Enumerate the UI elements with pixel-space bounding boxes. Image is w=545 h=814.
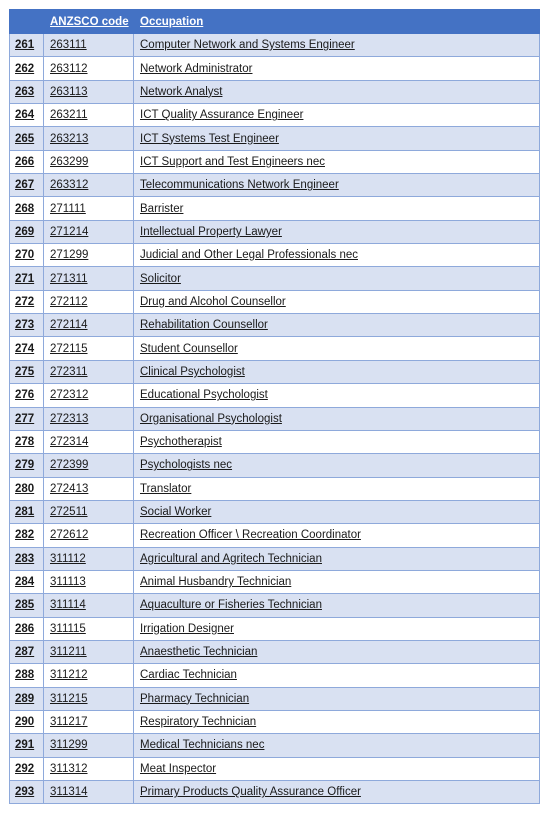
- anzsco-code-link[interactable]: 311217: [44, 710, 134, 733]
- occupation-link[interactable]: Translator: [134, 477, 540, 500]
- row-number-link[interactable]: 276: [10, 384, 44, 407]
- anzsco-code-link[interactable]: 272314: [44, 430, 134, 453]
- anzsco-code-link[interactable]: 272313: [44, 407, 134, 430]
- header-row: [10, 10, 540, 34]
- occupation-link[interactable]: Meat Inspector: [134, 757, 540, 780]
- table-row: [10, 781, 540, 804]
- row-number-link[interactable]: 292: [10, 757, 44, 780]
- row-number-link[interactable]: 265: [10, 127, 44, 150]
- table-row: [10, 314, 540, 337]
- row-number-link[interactable]: 278: [10, 430, 44, 453]
- table-row: [10, 617, 540, 640]
- occupation-link[interactable]: Student Counsellor: [134, 337, 540, 360]
- occupation-link[interactable]: Solicitor: [134, 267, 540, 290]
- table-row: [10, 80, 540, 103]
- table-header: [10, 10, 540, 34]
- row-number-link[interactable]: 275: [10, 360, 44, 383]
- row-number-link[interactable]: 262: [10, 57, 44, 80]
- table-row: [10, 687, 540, 710]
- anzsco-code-link[interactable]: 271214: [44, 220, 134, 243]
- row-number-link[interactable]: 290: [10, 710, 44, 733]
- occupation-link[interactable]: Irrigation Designer: [134, 617, 540, 640]
- table-row: [10, 174, 540, 197]
- occupation-link[interactable]: Network Analyst: [134, 80, 540, 103]
- occupation-link[interactable]: Rehabilitation Counsellor: [134, 314, 540, 337]
- occupation-link[interactable]: Drug and Alcohol Counsellor: [134, 290, 540, 313]
- table-row: [10, 430, 540, 453]
- anzsco-code-link[interactable]: 311113: [44, 570, 134, 593]
- table-row: [10, 34, 540, 57]
- occupation-link[interactable]: Network Administrator: [134, 57, 540, 80]
- occupation-link[interactable]: Animal Husbandry Technician: [134, 570, 540, 593]
- table-row: [10, 104, 540, 127]
- anzsco-code-link[interactable]: 263213: [44, 127, 134, 150]
- anzsco-code-link[interactable]: 263111: [44, 34, 134, 57]
- row-number-link[interactable]: 287: [10, 640, 44, 663]
- occupation-link[interactable]: Respiratory Technician: [134, 710, 540, 733]
- table-row: [10, 360, 540, 383]
- occupation-link[interactable]: Agricultural and Agritech Technician: [134, 547, 540, 570]
- table-row: [10, 407, 540, 430]
- occupation-link[interactable]: Aquaculture or Fisheries Technician: [134, 594, 540, 617]
- anzsco-code-link[interactable]: 263112: [44, 57, 134, 80]
- table-row: [10, 244, 540, 267]
- anzsco-code-link[interactable]: 263211: [44, 104, 134, 127]
- table-row: [10, 127, 540, 150]
- row-number-link[interactable]: 267: [10, 174, 44, 197]
- occupation-link[interactable]: Organisational Psychologist: [134, 407, 540, 430]
- occupation-link[interactable]: Cardiac Technician: [134, 664, 540, 687]
- table-row: [10, 664, 540, 687]
- table-row: [10, 757, 540, 780]
- table-row: [10, 500, 540, 523]
- row-number-link[interactable]: 289: [10, 687, 44, 710]
- table-row: [10, 547, 540, 570]
- row-number-link[interactable]: 286: [10, 617, 44, 640]
- occupation-link[interactable]: Barrister: [134, 197, 540, 220]
- occupation-link[interactable]: Primary Products Quality Assurance Officer: [134, 781, 540, 804]
- anzsco-code-link[interactable]: 272413: [44, 477, 134, 500]
- header-number[interactable]: [10, 10, 44, 34]
- table-row: [10, 454, 540, 477]
- anzsco-code-link[interactable]: 272312: [44, 384, 134, 407]
- row-number-link[interactable]: 274: [10, 337, 44, 360]
- row-number-link[interactable]: 272: [10, 290, 44, 313]
- occupation-link[interactable]: Anaesthetic Technician: [134, 640, 540, 663]
- table-row: [10, 267, 540, 290]
- row-number-link[interactable]: 273: [10, 314, 44, 337]
- row-number-link[interactable]: 285: [10, 594, 44, 617]
- row-number-link[interactable]: 284: [10, 570, 44, 593]
- table-row: [10, 594, 540, 617]
- row-number-link[interactable]: 291: [10, 734, 44, 757]
- anzsco-code-link[interactable]: 311112: [44, 547, 134, 570]
- row-number-link[interactable]: 261: [10, 34, 44, 57]
- anzsco-code-link[interactable]: 311212: [44, 664, 134, 687]
- table-row: [10, 197, 540, 220]
- row-number-link[interactable]: 269: [10, 220, 44, 243]
- row-number-link[interactable]: 283: [10, 547, 44, 570]
- anzsco-code-link[interactable]: 271299: [44, 244, 134, 267]
- header-occupation[interactable]: Occupation: [134, 10, 540, 34]
- row-number-link[interactable]: 282: [10, 524, 44, 547]
- table-row: [10, 337, 540, 360]
- anzsco-code-link[interactable]: 311215: [44, 687, 134, 710]
- occupation-link[interactable]: ICT Systems Test Engineer: [134, 127, 540, 150]
- table-row: [10, 710, 540, 733]
- row-number-link[interactable]: 281: [10, 500, 44, 523]
- row-number-link[interactable]: 270: [10, 244, 44, 267]
- table-row: [10, 384, 540, 407]
- occupation-link[interactable]: Educational Psychologist: [134, 384, 540, 407]
- anzsco-code-link[interactable]: 272311: [44, 360, 134, 383]
- occupation-link[interactable]: Judicial and Other Legal Professionals nec: [134, 244, 540, 267]
- row-number-link[interactable]: 293: [10, 781, 44, 804]
- occupation-link[interactable]: Pharmacy Technician: [134, 687, 540, 710]
- occupation-link[interactable]: Telecommunications Network Engineer: [134, 174, 540, 197]
- anzsco-code-link[interactable]: 263299: [44, 150, 134, 173]
- anzsco-code-link[interactable]: 271111: [44, 197, 134, 220]
- row-number-link[interactable]: 271: [10, 267, 44, 290]
- occupation-link[interactable]: Psychotherapist: [134, 430, 540, 453]
- table-body: [10, 34, 540, 804]
- table-row: [10, 734, 540, 757]
- table-row: [10, 477, 540, 500]
- table-row: [10, 57, 540, 80]
- anzsco-code-link[interactable]: 272112: [44, 290, 134, 313]
- row-number-link[interactable]: 277: [10, 407, 44, 430]
- table-row: [10, 524, 540, 547]
- table-row: [10, 640, 540, 663]
- occupation-link[interactable]: Psychologists nec: [134, 454, 540, 477]
- anzsco-code-link[interactable]: 272612: [44, 524, 134, 547]
- row-number-link[interactable]: 266: [10, 150, 44, 173]
- occupation-link[interactable]: Social Worker: [134, 500, 540, 523]
- anzsco-code-link[interactable]: 272399: [44, 454, 134, 477]
- occupation-link[interactable]: Medical Technicians nec: [134, 734, 540, 757]
- row-number-link[interactable]: 263: [10, 80, 44, 103]
- anzsco-code-link[interactable]: 271311: [44, 267, 134, 290]
- header-anzsco-code[interactable]: ANZSCO code: [44, 10, 134, 34]
- anzsco-code-link[interactable]: 272114: [44, 314, 134, 337]
- anzsco-code-link[interactable]: 311114: [44, 594, 134, 617]
- occupation-link[interactable]: Computer Network and Systems Engineer: [134, 34, 540, 57]
- row-number-link[interactable]: 279: [10, 454, 44, 477]
- anzsco-code-link[interactable]: 263113: [44, 80, 134, 103]
- table-row: [10, 220, 540, 243]
- table-row: [10, 150, 540, 173]
- anzsco-code-link[interactable]: 311312: [44, 757, 134, 780]
- anzsco-code-link[interactable]: 272511: [44, 500, 134, 523]
- row-number-link[interactable]: 288: [10, 664, 44, 687]
- row-number-link[interactable]: 264: [10, 104, 44, 127]
- row-number-link[interactable]: 280: [10, 477, 44, 500]
- occupation-table: [9, 9, 540, 804]
- anzsco-code-link[interactable]: 311211: [44, 640, 134, 663]
- table-row: [10, 570, 540, 593]
- occupation-link[interactable]: Recreation Officer \ Recreation Coordinator: [134, 524, 540, 547]
- anzsco-code-link[interactable]: 263312: [44, 174, 134, 197]
- anzsco-code-link[interactable]: 272115: [44, 337, 134, 360]
- anzsco-code-link[interactable]: 311299: [44, 734, 134, 757]
- occupation-link[interactable]: ICT Support and Test Engineers nec: [134, 150, 540, 173]
- anzsco-code-link[interactable]: 311314: [44, 781, 134, 804]
- occupation-link[interactable]: Intellectual Property Lawyer: [134, 220, 540, 243]
- table-row: [10, 290, 540, 313]
- occupation-link[interactable]: ICT Quality Assurance Engineer: [134, 104, 540, 127]
- row-number-link[interactable]: 268: [10, 197, 44, 220]
- occupation-table-container: [9, 9, 539, 804]
- occupation-link[interactable]: Clinical Psychologist: [134, 360, 540, 383]
- anzsco-code-link[interactable]: 311115: [44, 617, 134, 640]
